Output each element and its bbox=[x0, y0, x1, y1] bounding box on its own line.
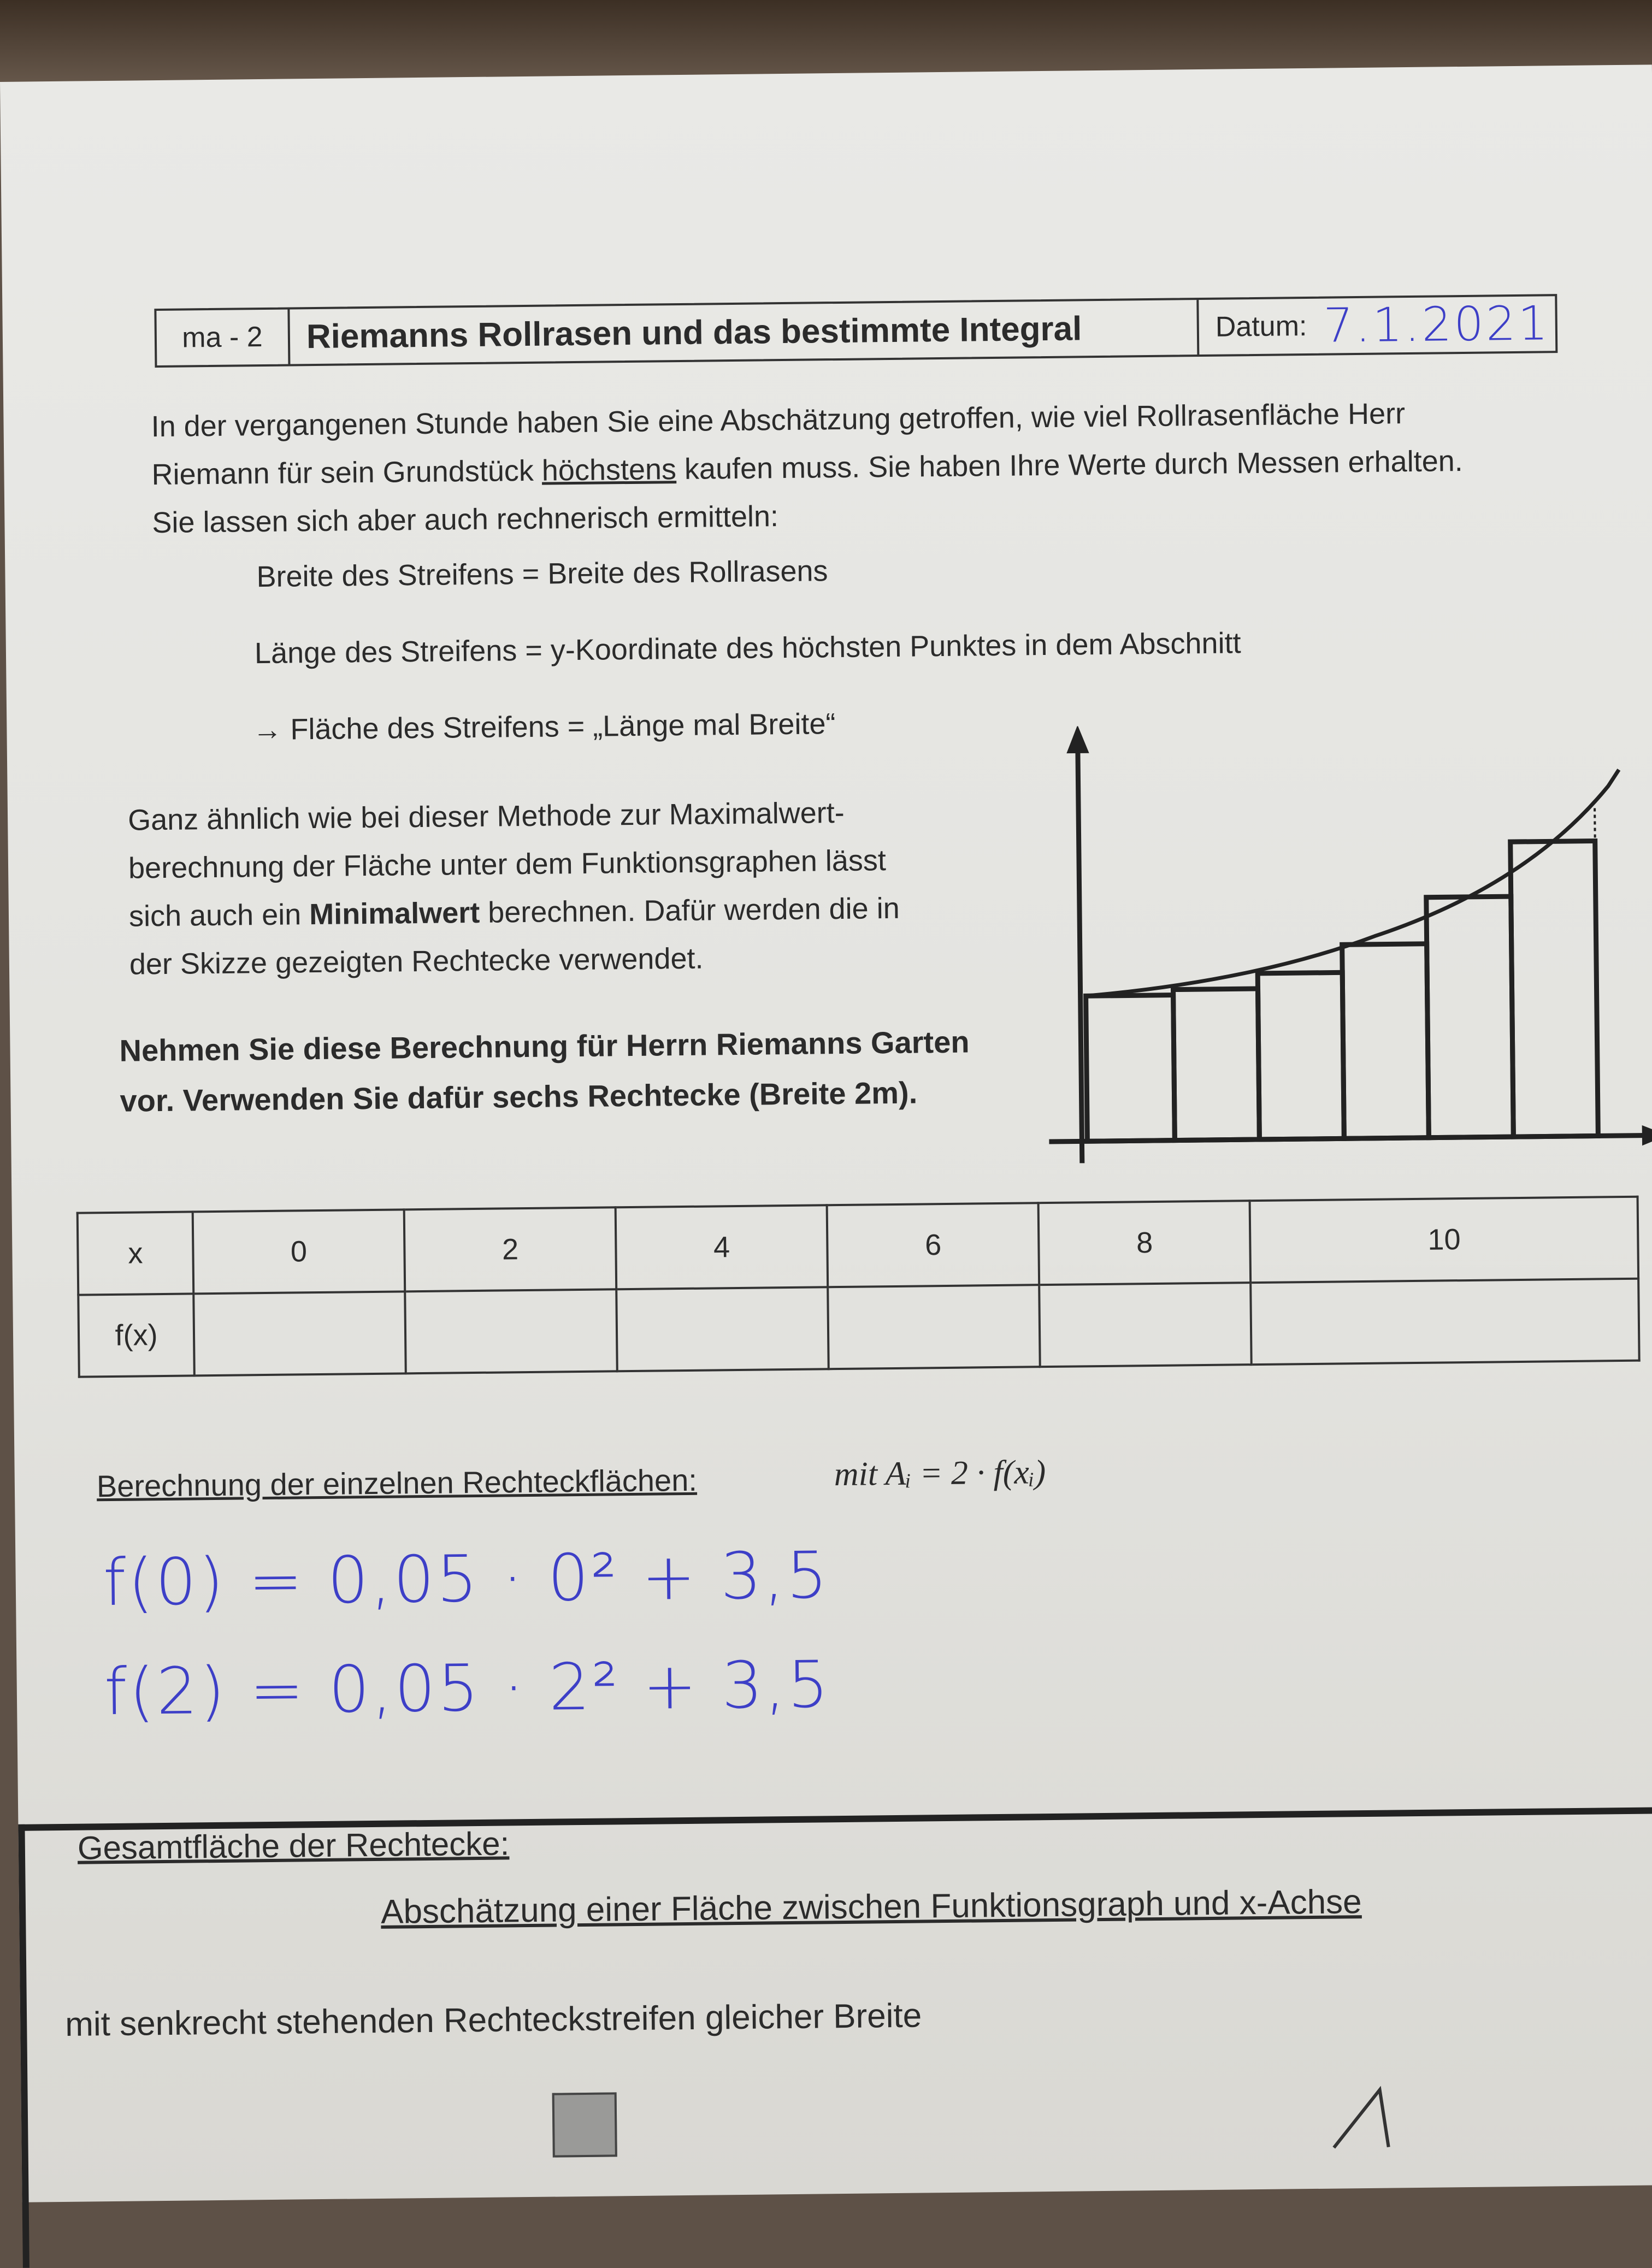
small-diagram-triangle bbox=[1328, 2084, 1394, 2150]
y-axis bbox=[1078, 742, 1082, 1163]
lower-rectangle-1 bbox=[1086, 995, 1175, 1142]
table-cell-fx[interactable] bbox=[616, 1287, 829, 1371]
worksheet-header bbox=[154, 294, 1557, 368]
table-cell-fx[interactable] bbox=[828, 1285, 1040, 1369]
table-cell-fx[interactable] bbox=[405, 1289, 617, 1373]
table-cell-x: 8 bbox=[1039, 1201, 1251, 1285]
x-axis-arrow bbox=[1644, 1129, 1652, 1142]
table-header-x: x bbox=[78, 1212, 194, 1295]
value-table bbox=[76, 1196, 1641, 1378]
table-header-fx: f(x) bbox=[78, 1294, 194, 1377]
table-cell-x: 0 bbox=[193, 1209, 405, 1294]
formula-breite: Breite des Streifens = Breite des Rollrasens bbox=[256, 554, 828, 594]
small-diagram-square bbox=[552, 2092, 617, 2157]
worksheet-title: Riemanns Rollrasen und das bestimmte Integral bbox=[290, 300, 1199, 364]
intro-line-2: Riemann für sein Grundstück höchstens kaufen muss. Sie haben Ihre Werte durch Messen erhalten. bbox=[151, 444, 1464, 492]
lower-rectangle-2 bbox=[1173, 989, 1260, 1141]
table-cell-fx[interactable] bbox=[193, 1291, 406, 1375]
formula-flaeche: → Fläche des Streifens = „Länge mal Breite“ bbox=[252, 707, 836, 747]
info-box-subtitle: mit senkrecht stehenden Rechteckstreifen gleicher Breite bbox=[64, 1997, 922, 2043]
table-row-x bbox=[78, 1197, 1638, 1295]
table-cell-fx[interactable] bbox=[1251, 1279, 1639, 1365]
total-label: Gesamtfläche der Rechtecke: bbox=[77, 1825, 510, 1867]
minimal-line-2: berechnung der Fläche unter dem Funktionsgraphen lässt bbox=[128, 844, 887, 885]
info-box-title: Abschätzung einer Fläche zwischen Funktionsgraph und x-Achse bbox=[380, 1883, 1362, 1931]
minimal-paragraph bbox=[128, 787, 1015, 989]
intro-line-1: In der vergangenen Stunde haben Sie eine Abschätzung getroffen, wie viel Rollrasenfläche Herr bbox=[151, 397, 1406, 444]
area-formula: mit Aᵢ = 2 · f(xᵢ) bbox=[834, 1454, 1046, 1493]
handwritten-calc-line-1: f(0) = 0,05 · 0² + 3,5 bbox=[103, 1537, 830, 1621]
handwritten-calc-line-2: f(2) = 0,05 · 2² + 3,5 bbox=[104, 1646, 831, 1730]
worksheet-page bbox=[0, 64, 1652, 2202]
task-text bbox=[119, 1017, 970, 1126]
handwritten-date: 7.1.2021 bbox=[1323, 296, 1550, 353]
info-box bbox=[18, 1806, 1652, 2268]
table-cell-x: 4 bbox=[616, 1205, 828, 1289]
task-line-2: vor. Verwenden Sie dafür sechs Rechtecke (Breite 2m). bbox=[120, 1075, 918, 1118]
lower-rectangle-4 bbox=[1342, 944, 1429, 1139]
calc-label: Berechnung der einzelnen Rechteckflächen: bbox=[96, 1462, 698, 1504]
table-row-fx bbox=[78, 1279, 1639, 1377]
formula-laenge: Länge des Streifens = y-Koordinate des höchsten Punktes in dem Abschnitt bbox=[254, 627, 1241, 670]
lower-rectangle-5 bbox=[1426, 896, 1514, 1138]
riemann-sketch bbox=[1034, 720, 1652, 1174]
date-cell bbox=[1199, 296, 1555, 355]
table-cell-x: 10 bbox=[1250, 1197, 1638, 1283]
course-code: ma - 2 bbox=[156, 309, 290, 365]
function-graph bbox=[1083, 770, 1621, 996]
y-axis-arrow bbox=[1070, 731, 1085, 751]
minimal-line-4: der Skizze gezeigten Rechtecke verwendet. bbox=[129, 942, 704, 981]
table-cell-x: 6 bbox=[827, 1203, 1040, 1287]
minimal-line-3: sich auch ein Minimalwert berechnen. Dafür werden die in bbox=[128, 891, 900, 933]
emphasis-hoechstens: höchstens bbox=[541, 453, 677, 487]
table-cell-x: 2 bbox=[404, 1207, 617, 1291]
task-line-1: Nehmen Sie diese Berechnung für Herrn Riemanns Garten bbox=[119, 1024, 970, 1068]
date-label: Datum: bbox=[1215, 310, 1307, 343]
lower-rectangle-3 bbox=[1258, 972, 1344, 1139]
table-cell-fx[interactable] bbox=[1039, 1283, 1252, 1367]
intro-line-3: Sie lassen sich aber auch rechnerisch ermitteln: bbox=[152, 500, 779, 540]
minimal-line-1: Ganz ähnlich wie bei dieser Methode zur Maximalwert- bbox=[127, 796, 845, 837]
lower-rectangle-6 bbox=[1511, 841, 1598, 1137]
intro-paragraph bbox=[151, 388, 1551, 547]
